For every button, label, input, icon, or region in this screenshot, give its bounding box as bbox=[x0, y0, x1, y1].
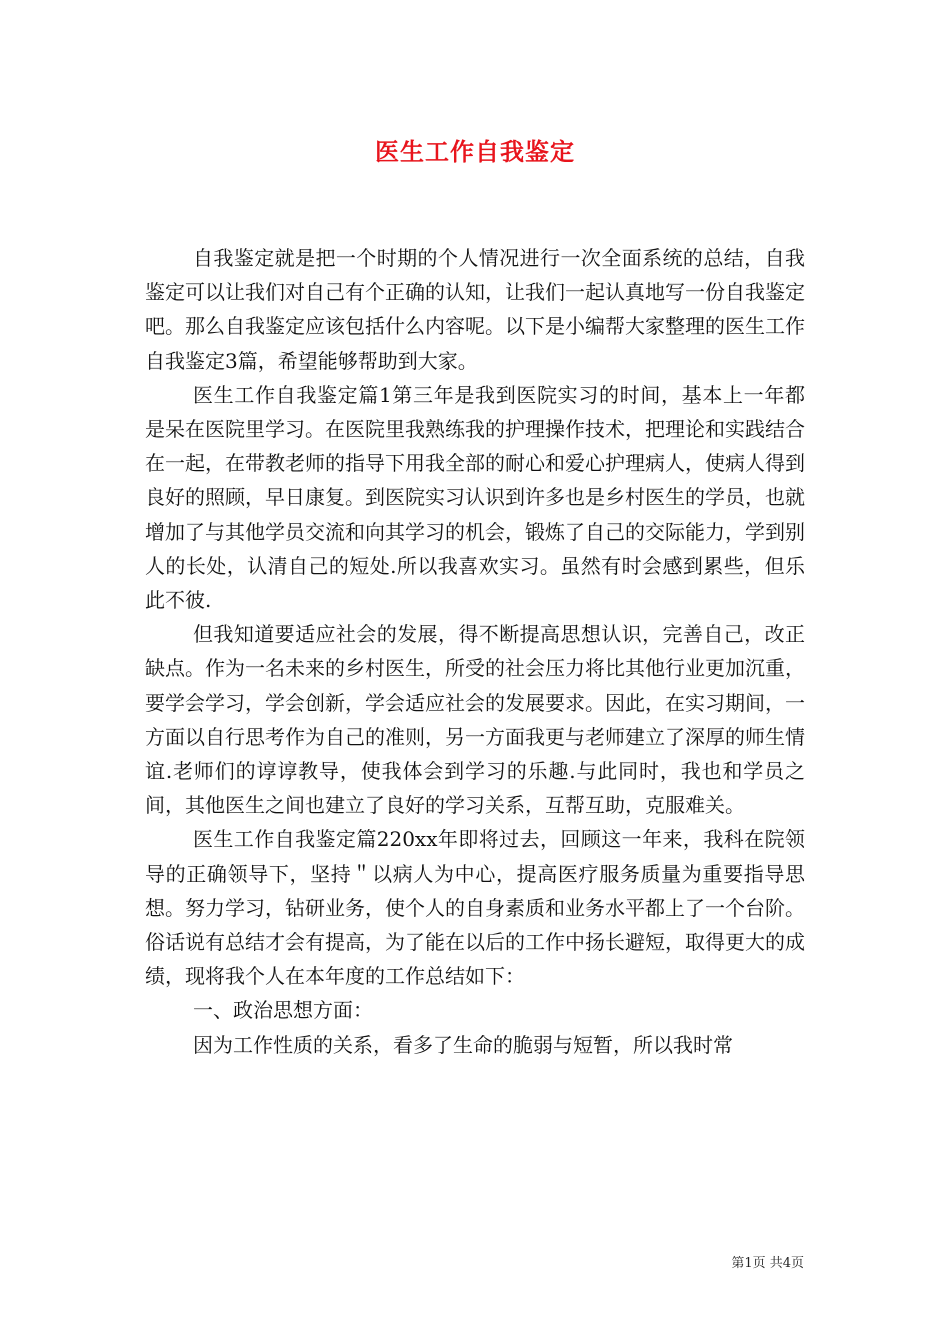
paragraph: 自我鉴定就是把一个时期的个人情况进行一次全面系统的总结，自我鉴定可以让我们对自己有个正确的认知，让我们一起认真地写一份自我鉴定吧。那么自我鉴定应该包括什么内容呢。以下是小编帮大家整理的医生工作自我鉴定3篇，希望能够帮助到大家。 bbox=[145, 246, 805, 373]
document-title: 医生工作自我鉴定 bbox=[375, 137, 575, 166]
section-heading: 一、政治思想方面： bbox=[193, 998, 373, 1023]
paragraph: 因为工作性质的关系，看多了生命的脆弱与短暂，所以我时常 bbox=[193, 1032, 733, 1057]
paragraph: 但我知道要适应社会的发展，得不断提高思想认识，完善自己，改正缺点。作为一名未来的乡村医生，所受的社会压力将比其他行业更加沉重，要学会学习，学会创新，学会适应社会的发展要求。因此，在实习期间，一方面以自行思考作为自己的准则，另一方面我更与老师建立了深厚的师生情谊.老师们的谆谆教导，使我体会到学习的乐趣.与此同时，我也和学员之间，其他医生之间也建立了良好的学习关系，互帮互助，克服难关。 bbox=[145, 622, 805, 818]
paragraph: 医生工作自我鉴定篇220xx年即将过去，回顾这一年来，我科在院领导的正确领导下，坚持＂以病人为中心，提高医疗服务质量为重要指导思想。努力学习，钻研业务，使个人的自身素质和业务水平都上了一个台阶。俗话说有总结才会有提高，为了能在以后的工作中扬长避短，取得更大的成绩，现将我个人在本年度的工作总结如下： bbox=[145, 827, 805, 989]
document-body bbox=[145, 241, 805, 1062]
paragraph: 医生工作自我鉴定篇1第三年是我到医院实习的时间，基本上一年都是呆在医院里学习。在医院里我熟练我的护理操作技术，把理论和实践结合在一起，在带教老师的指导下用我全部的耐心和爱心护理病人，使病人得到良好的照顾，早日康复。到医院实习认识到许多也是乡村医生的学员，也就增加了与其他学员交流和向其学习的机会，锻炼了自己的交际能力，学到别人的长处，认清自己的短处.所以我喜欢实习。虽然有时会感到累些，但乐此不彼. bbox=[145, 382, 805, 613]
page-number: 第1页 共4页 bbox=[731, 1256, 804, 1271]
